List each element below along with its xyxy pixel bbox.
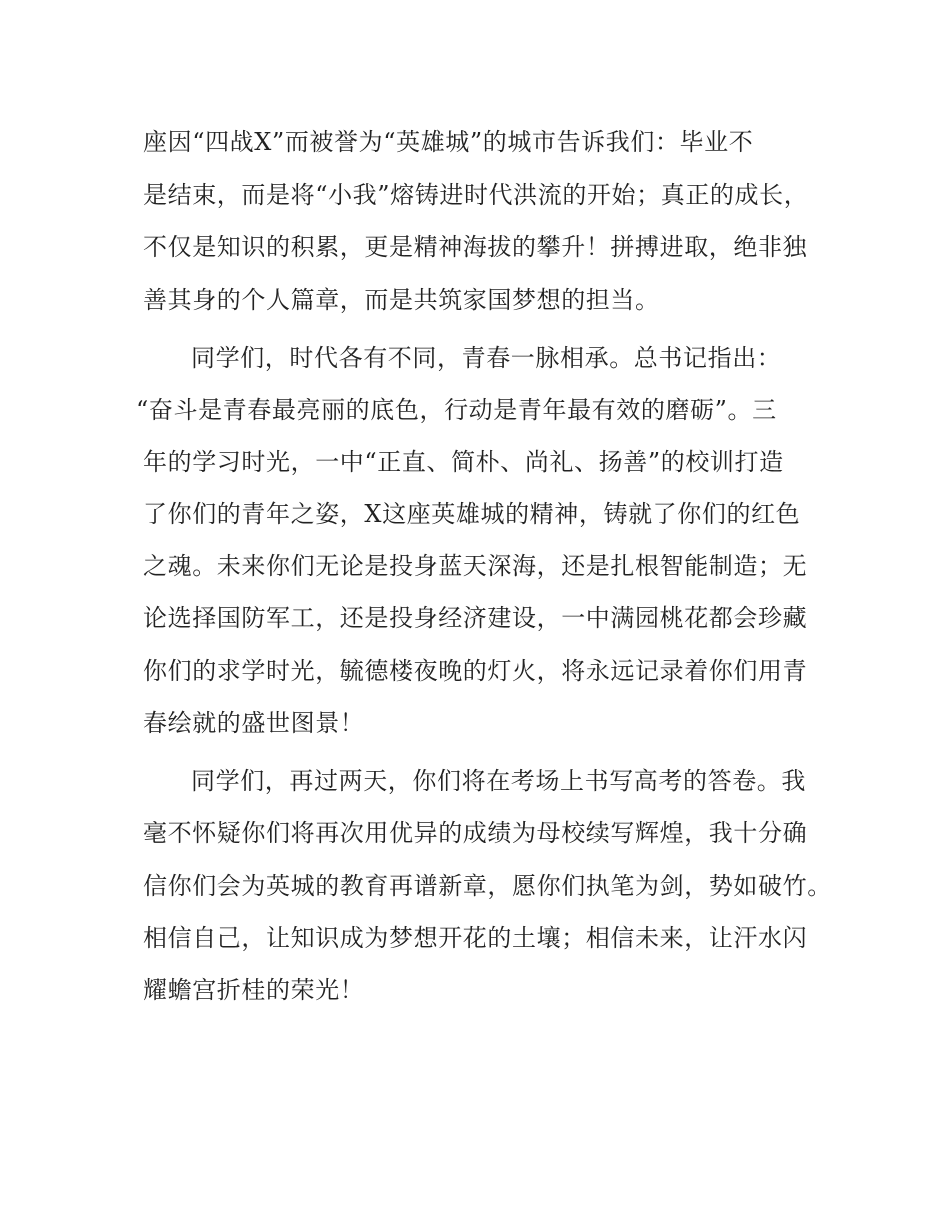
text-line: 是结束，而是将“小我”熔铸进时代洪流的开始；真正的成长， — [143, 181, 809, 209]
text-line: 善其身的个人篇章，而是共筑家国梦想的担当。 — [143, 286, 660, 314]
text-line: 信你们会为英城的教育再谱新章，愿你们执笔为剑，势如破竹。 — [143, 872, 832, 900]
text-line: 同学们，再过两天，你们将在考场上书写高考的答卷。我 — [191, 767, 806, 795]
text-line: 之魂。未来你们无论是投身蓝天深海，还是扎根智能制造；无 — [143, 552, 808, 580]
text-line: 耀蟾宫折桂的荣光！ — [143, 976, 365, 1004]
text-line: 毫不怀疑你们将再次用优异的成绩为母校续写辉煌，我十分确 — [143, 819, 808, 847]
text-line: 春绘就的盛世图景！ — [143, 709, 365, 737]
text-line: 论选择国防军工，还是投身经济建设，一中满园桃花都会珍藏 — [143, 604, 808, 632]
text-line: 座因“四战X”而被誉为“英雄城”的城市告诉我们：毕业不 — [143, 128, 754, 156]
text-line: 年的学习时光，一中“正直、简朴、尚礼、扬善”的校训打造 — [143, 448, 784, 476]
text-line: 同学们，时代各有不同，青春一脉相承。总书记指出： — [191, 344, 782, 372]
text-line: 不仅是知识的积累，更是精神海拔的攀升！拼搏进取，绝非独 — [143, 233, 808, 261]
text-line: 了你们的青年之姿，X这座英雄城的精神，铸就了你们的红色 — [143, 500, 801, 528]
text-line: 相信自己，让知识成为梦想开花的土壤；相信未来，让汗水闪 — [143, 924, 808, 952]
text-line: 你们的求学时光，毓德楼夜晚的灯火，将永远记录着你们用青 — [143, 657, 808, 685]
text-line: “奋斗是青春最亮丽的底色，行动是青年最有效的磨砺”。三 — [136, 396, 777, 424]
